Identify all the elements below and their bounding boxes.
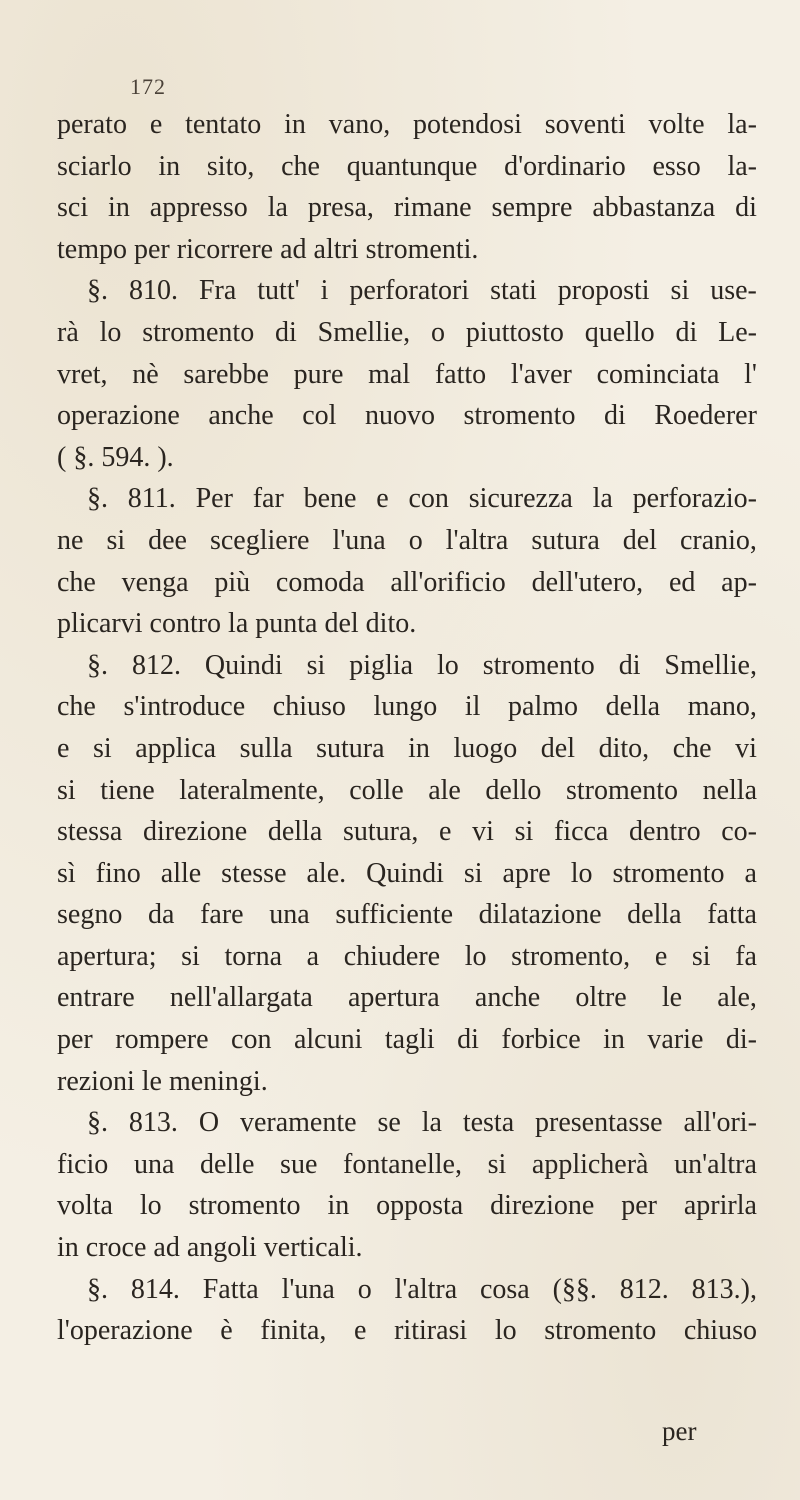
text-line: e si applica sulla sutura in luogo del dito, che vi xyxy=(57,732,757,764)
text-line: §. 810. Fra tutt' i perforatori stati proposti si use- xyxy=(87,275,757,307)
text-line: §. 813. O veramente se la testa presentasse all'ori- xyxy=(87,1107,757,1139)
text-line: vret, nè sarebbe pure mal fatto l'aver cominciata l' xyxy=(57,358,757,390)
text-line: stessa direzione della sutura, e vi si ficca dentro co- xyxy=(57,816,757,848)
text-line: perato e tentato in vano, potendosi soventi volte la- xyxy=(57,109,757,140)
text-line: sì fino alle stesse ale. Quindi si apre lo stromento a xyxy=(57,857,757,889)
text-line: rezioni le meningi. xyxy=(57,1065,268,1097)
text-line: rà lo stromento di Smellie, o piuttosto quello di Le- xyxy=(57,316,757,348)
text-line: volta lo stromento in opposta direzione per aprirla xyxy=(57,1190,757,1222)
text-line: per rompere con alcuni tagli di forbice in varie di- xyxy=(57,1024,757,1056)
text-line: §. 814. Fatta l'una o l'altra cosa (§§. 812. 813.), xyxy=(87,1273,757,1305)
text-line: entrare nell'allargata apertura anche oltre le ale, xyxy=(57,982,757,1014)
text-line: ( §. 594. ). xyxy=(57,441,174,473)
catchword: per xyxy=(662,1416,697,1446)
text-line: operazione anche col nuovo stromento di Roederer xyxy=(57,400,757,432)
text-body xyxy=(57,104,757,1352)
text-line: ne si dee scegliere l'una o l'altra sutura del cranio, xyxy=(57,524,757,556)
text-line: ficio una delle sue fontanelle, si applicherà un'altra xyxy=(57,1148,757,1180)
text-line: sci in appresso la presa, rimane sempre abbastanza di xyxy=(57,192,757,224)
text-line: plicarvi contro la punta del dito. xyxy=(57,608,417,640)
page-number: 172 xyxy=(130,74,166,99)
text-line: §. 811. Per far bene e con sicurezza la perforazio- xyxy=(87,483,757,515)
text-line: segno da fare una sufficiente dilatazione della fatta xyxy=(57,899,757,931)
text-line: che s'introduce chiuso lungo il palmo della mano, xyxy=(57,691,757,723)
text-line: si tiene lateralmente, colle ale dello stromento nella xyxy=(57,774,757,806)
text-line: l'operazione è finita, e ritirasi lo stromento chiuso xyxy=(57,1315,757,1347)
text-line: che venga più comoda all'orificio dell'utero, ed ap- xyxy=(57,566,757,598)
text-line: tempo per ricorrere ad altri stromenti. xyxy=(57,233,479,265)
text-line: in croce ad angoli verticali. xyxy=(57,1232,363,1264)
text-line: §. 812. Quindi si piglia lo stromento di Smellie, xyxy=(87,649,757,681)
text-line: sciarlo in sito, che quantunque d'ordinario esso la- xyxy=(57,150,757,182)
text-line: apertura; si torna a chiudere lo stromento, e si fa xyxy=(57,940,757,972)
